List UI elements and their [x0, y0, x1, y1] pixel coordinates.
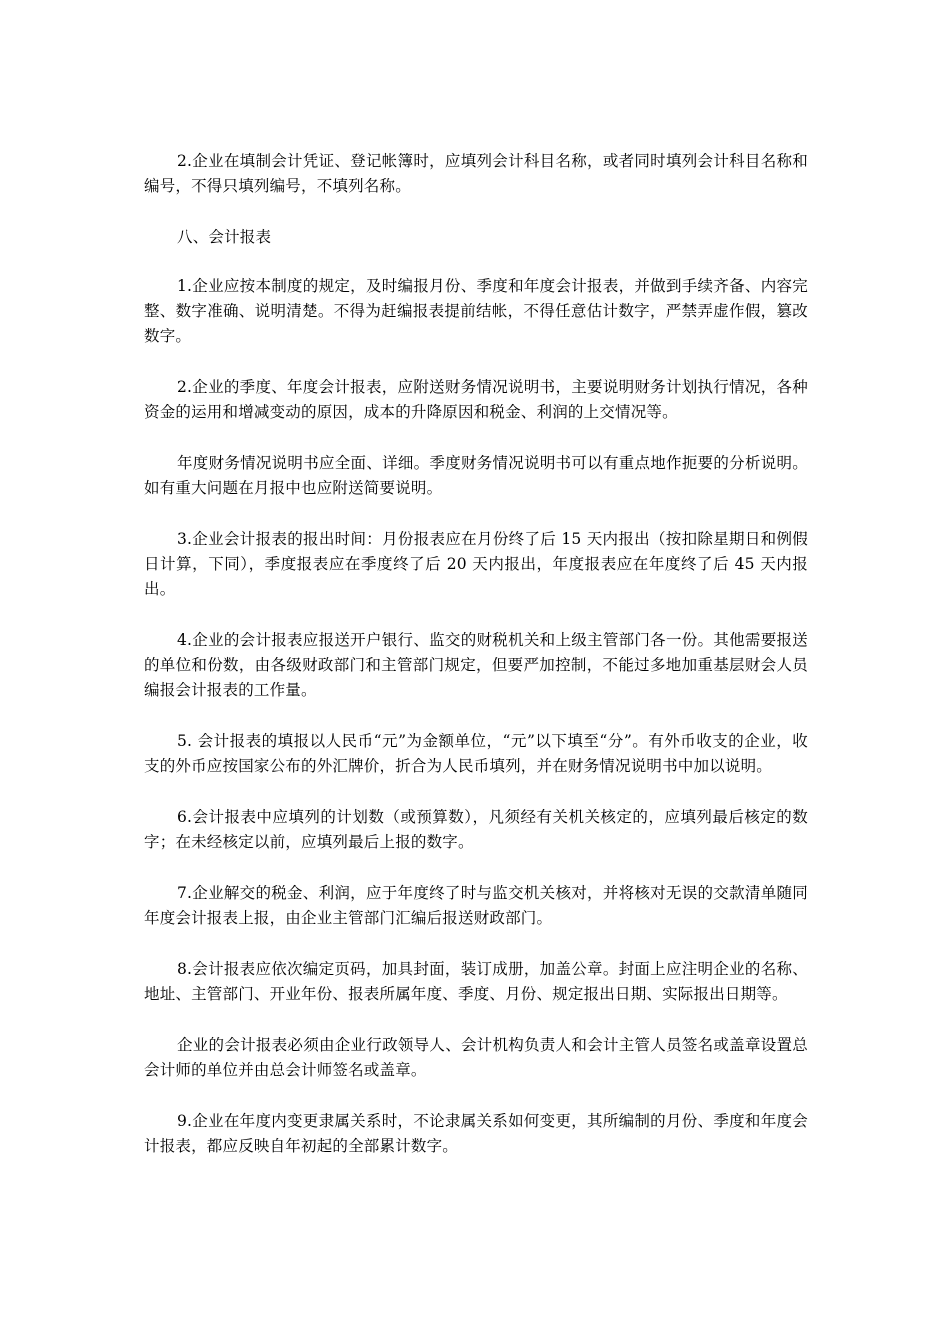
paragraph-signature-requirement: 企业的会计报表必须由企业行政领导人、会计机构负责人和会计主管人员签名或盖章设置总会计师的单位并由总会计师签名或盖章。: [144, 1036, 808, 1079]
section-heading-accounting-reports: 八、会计报表: [177, 228, 272, 246]
paragraph-item-2-reports: 2.企业的季度、年度会计报表，应附送财务情况说明书，主要说明财务计划执行情况，各种资金的运用和增减变动的原因，成本的升降原因和税金、利润的上交情况等。: [144, 378, 808, 421]
paragraph-item-6: 6.会计报表中应填列的计划数（或预算数），凡须经有关机关核定的，应填列最后核定的数字；在未经核定以前，应填列最后上报的数字。: [144, 808, 808, 851]
paragraph-item-9: 9.企业在年度内变更隶属关系时，不论隶属关系如何变更，其所编制的月份、季度和年度会计报表，都应反映自年初起的全部累计数字。: [144, 1112, 808, 1155]
paragraph-item-4: 4.企业的会计报表应报送开户银行、监交的财税机关和上级主管部门各一份。其他需要报送的单位和份数，由各级财政部门和主管部门规定，但要严加控制，不能过多地加重基层财会人员编报会计报表的工作量。: [144, 631, 808, 699]
paragraph-annual-statement: 年度财务情况说明书应全面、详细。季度财务情况说明书可以有重点地作扼要的分析说明。如有重大问题在月报中也应附送简要说明。: [144, 454, 808, 497]
paragraph-item-5: 5. 会计报表的填报以人民币“元”为金额单位，“元”以下填至“分”。有外币收支的企业，收支的外币应按国家公布的外汇牌价，折合为人民币填列，并在财务情况说明书中加以说明。: [144, 732, 808, 775]
paragraph-item-1: 1.企业应按本制度的规定，及时编报月份、季度和年度会计报表，并做到手续齐备、内容完整、数字准确、说明清楚。不得为赶编报表提前结帐，不得任意估计数字，严禁弄虚作假，篡改数字。: [144, 277, 808, 345]
paragraph-item-8: 8.会计报表应依次编定页码，加具封面，装订成册，加盖公章。封面上应注明企业的名称、地址、主管部门、开业年份、报表所属年度、季度、月份、规定报出日期、实际报出日期等。: [144, 960, 808, 1003]
paragraph-item-2: 2.企业在填制会计凭证、登记帐簿时，应填列会计科目名称，或者同时填列会计科目名称和编号，不得只填列编号，不填列名称。: [144, 152, 808, 195]
paragraph-item-3: 3.企业会计报表的报出时间：月份报表应在月份终了后 15 天内报出（按扣除星期日和例假日计算，下同），季度报表应在季度终了后 20 天内报出，年度报表应在年度终了后 45 天内报出。: [144, 530, 808, 598]
paragraph-item-7: 7.企业解交的税金、利润，应于年度终了时与监交机关核对，并将核对无误的交款清单随同年度会计报表上报，由企业主管部门汇编后报送财政部门。: [144, 884, 808, 927]
document-body: [144, 149, 808, 1185]
